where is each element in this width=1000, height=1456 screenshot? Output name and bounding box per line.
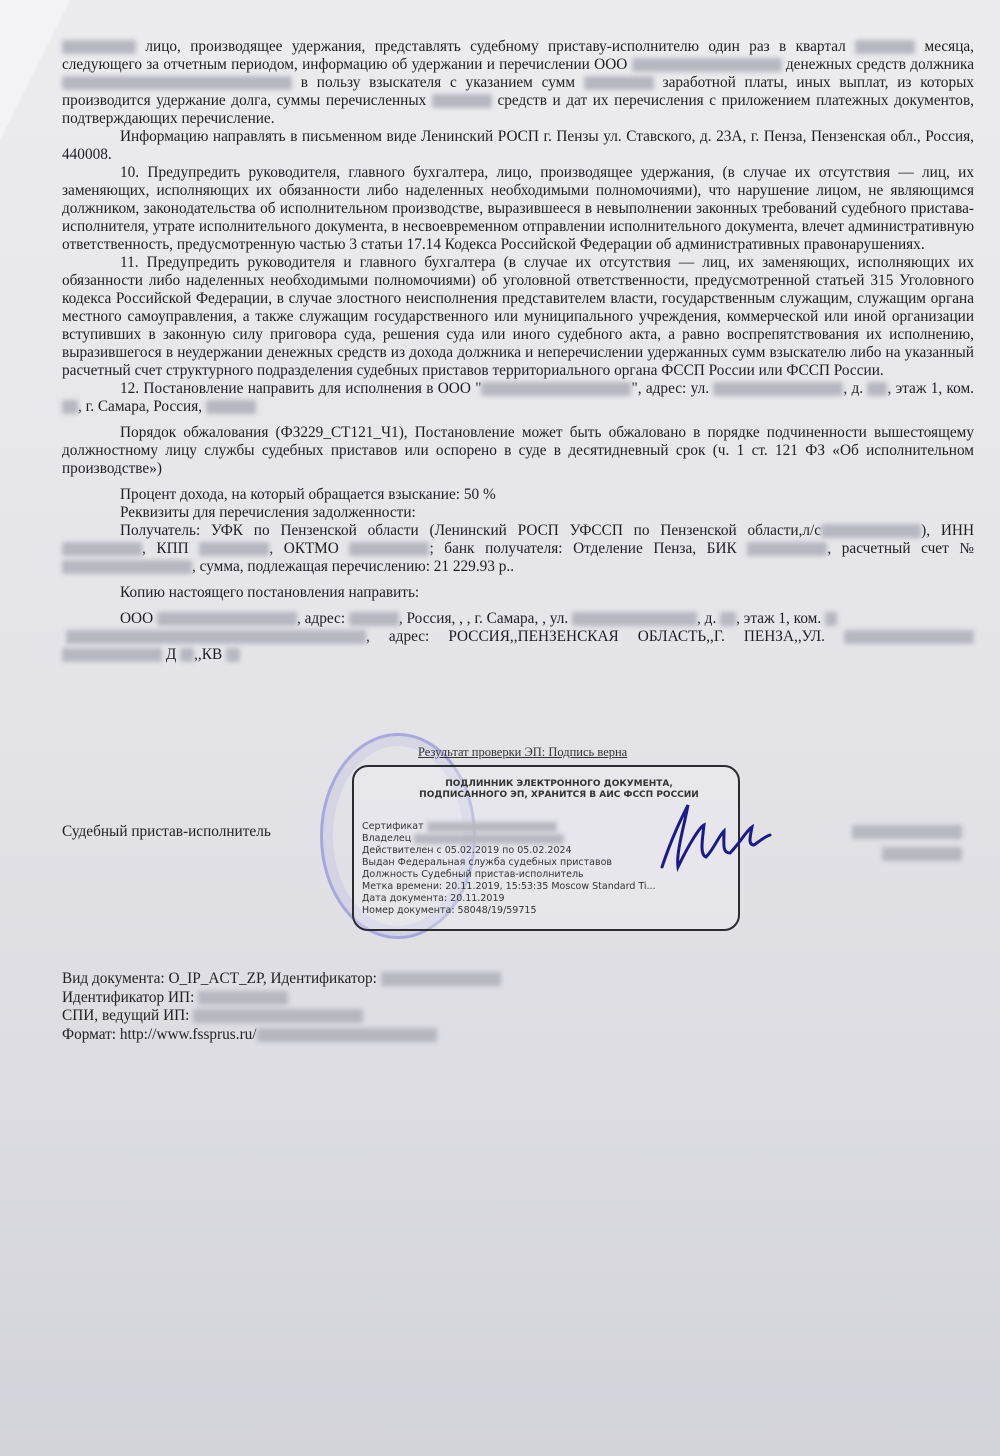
percent: Процент дохода, на который обращается взыскание: 50 % xyxy=(120,486,496,503)
para-10: 10. Предупредить руководителя, главного бухгалтера, лицо, производящее удержания, (в случае их отсутствия — лиц, их заменяющих, исполняющих их обязанности либо наделенных необходимыми полномочиями), что нарушение лицом, не являющимся должником, законодательства об исполнительном производстве, выразившееся в невыполнении законных требований судебного пристава-исполнителя, утрате исполнительного документа, в несвоевременном отправлении исполнительного документа, влечет административную ответственность, предусмотренную частью 3 статьи 17.14 Кодекса Российской Федерации об административных правонарушениях. xyxy=(62,164,974,253)
recipient: Получатель: УФК по Пензенской области (Ленинский РОСП УФССП по Пензенской области,л/с ), ИНН , КПП , ОКТМО ; банк получателя: Отделение Пенза, БИК , расчетный счет № , сумма, подлежащая перечислению: 21 229.93 р.. xyxy=(62,522,974,576)
para-11: 11. Предупредить руководителя и главного бухгалтера (в случае их отсутствия — лиц, их заменяющих, исполняющих их обязанности либо наделенных необходимыми полномочиями) об уголовной ответственности, предусмотренной статьей 315 Уголовного кодекса Российской Федерации, в случае злостного неисполнения представителем власти, государственным служащим, служащим органа местного самоуправления, а также служащим государственного или муниципального учреждения, коммерческой или иной организации вступивших в законную силу приговора суда, решения суда или иного судебного акта, а равно воспрепятствования их исполнению, выразившегося в неудержании денежных средств из дохода должника и неперечислении удержанных сумм взыскателю либо на указанный расчетный счет структурного подразделения судебных приставов территориального органа ФССП России или ФССП России. xyxy=(62,254,974,379)
copy-recipient-2: , адрес: РОССИЯ,,ПЕНЗЕНСКАЯ ОБЛАСТЬ,,Г. ПЕНЗА,,УЛ. Д ,,КВ xyxy=(62,628,974,664)
signer-name-redacted xyxy=(852,823,962,861)
ep-verification-result: Результат проверки ЭП: Подпись верна xyxy=(418,745,628,759)
ep-details: Сертификат Владелец Действителен с 05.02.2019 по 05.02.2024 Выдан Федеральная служба судебных приставов Должность Судебный пристав-исполнитель Метка времени: 20.11.2019, 15:53:35 Moscow Standard Ti... Дата документа: 20.11.2019 Номер документа: 58048/19/59715 xyxy=(362,821,656,916)
document-footer xyxy=(62,970,962,1044)
signer-position: Судебный пристав-исполнитель xyxy=(62,823,271,840)
para-12: 12. Постановление направить для исполнения в ООО " ", адрес: ул. , д. , этаж 1, ком. , г. Самара, Россия, xyxy=(62,380,974,416)
ep-header: ПОДЛИННИК ЭЛЕКТРОННОГО ДОКУМЕНТА, ПОДПИСАННОГО ЭП, ХРАНИТСЯ В АИС ФССП РОССИИ xyxy=(419,779,699,800)
page-fold xyxy=(0,0,70,140)
appeal-order: Порядок обжалования (ФЗ229_СТ121_Ч1), Постановление может быть обжаловано в порядке подчиненности вышестоящему должностному лицу службы судебных приставов или оспорено в суде в десятидневный срок (ч. 1 ст. 121 ФЗ «Об исполнительном производстве») xyxy=(62,424,974,477)
handwritten-signature xyxy=(654,797,774,887)
signature-block xyxy=(62,745,974,945)
copy-title: Копию настоящего постановления направить: xyxy=(120,584,420,601)
document-body xyxy=(62,38,974,664)
footer-ip-id: Идентификатор ИП: xyxy=(62,989,962,1008)
footer-format: Формат: http://www.fssprus.ru/ xyxy=(62,1026,962,1045)
footer-spi: СПИ, ведущий ИП: xyxy=(62,1007,962,1026)
copy-recipient-1: ООО , адрес: , Россия, , , г. Самара, , ул. , д. , этаж 1, ком. xyxy=(62,610,974,628)
info-address: Информацию направлять в письменном виде Ленинский РОСП г. Пензы ул. Ставского, д. 23А, г. Пенза, Пензенская обл., Россия, 440008. xyxy=(62,128,974,163)
para-9-tail: лицо, производящее удержания, представлять судебному приставу-исполнителю один раз в квартал месяца, следующего за отчетным периодом, информацию об удержании и перечислении ООО денежных средств должника в пользу взыскателя с указанием сумм заработной платы, иных выплат, из которых производится удержание долга, суммы перечисленных средств и дат их перечисления с приложением платежных документов, подтверждающих перечисление. xyxy=(62,38,975,127)
footer-doc-type: Вид документа: O_IP_ACT_ZP, Идентификатор: xyxy=(62,970,962,989)
requisites-title: Реквизиты для перечисления задолженности: xyxy=(120,504,416,521)
